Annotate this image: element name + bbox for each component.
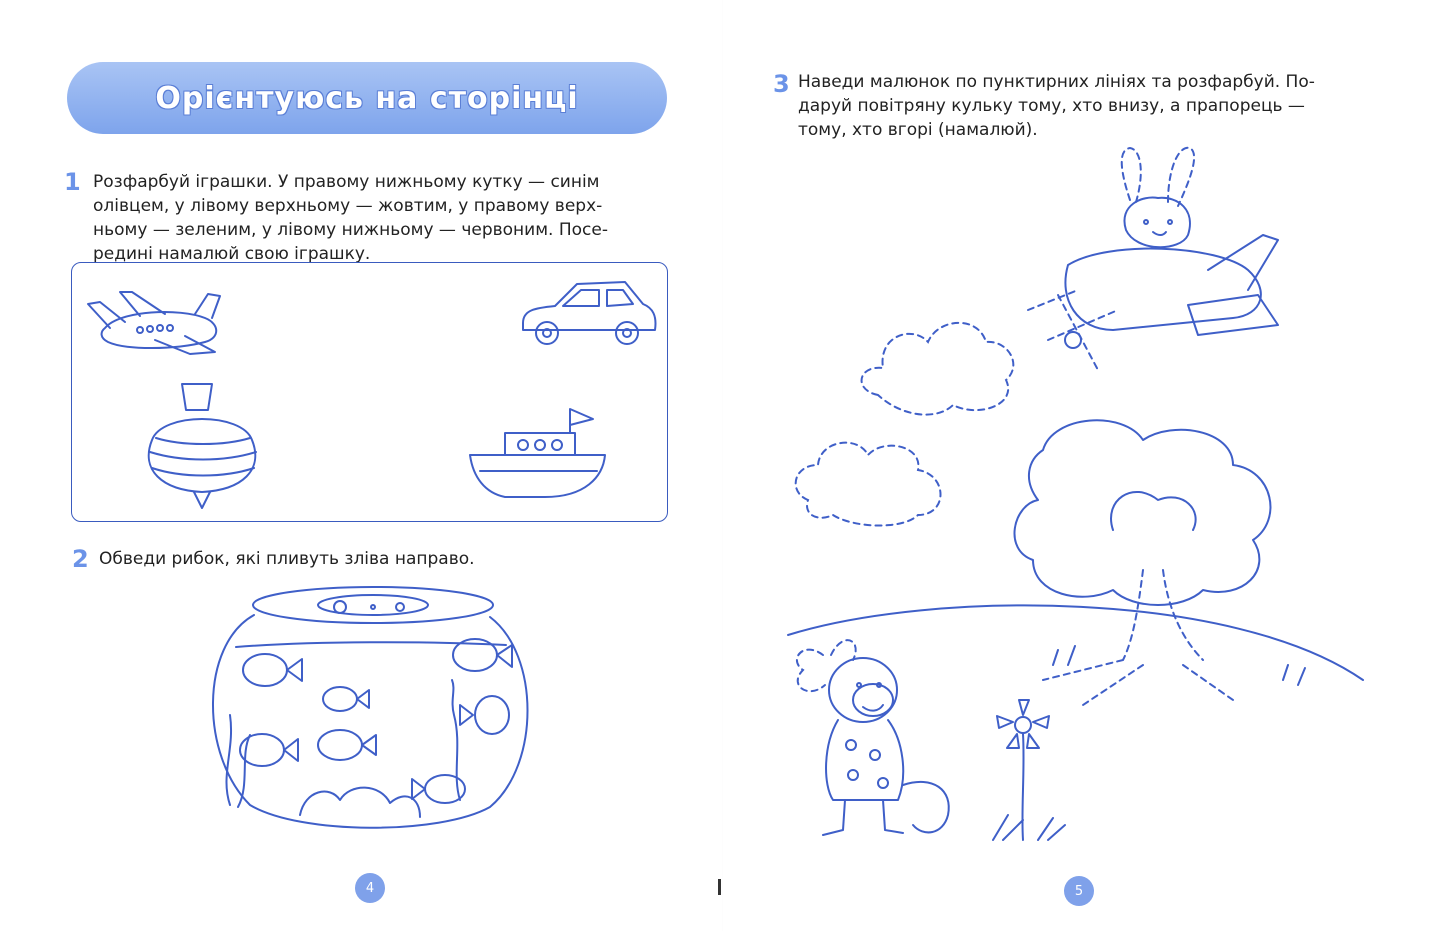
dashed-cloud-upper [858,310,1023,420]
car-toy-illustration [515,278,665,353]
task-1-line: редині намалюй свою іграшку. [93,244,371,264]
monkey-illustration [783,615,983,845]
task-3-line: Наведи малюнок по пунктирних лініях та розфарбуй. По- [798,72,1315,92]
left-page [0,0,722,931]
spinning-top-illustration [132,380,272,515]
daisy-illustration [983,700,1073,850]
task-1-text [93,170,667,266]
airplane-toy-illustration [80,280,240,360]
task-1-line: Розфарбуй іграшки. У правому нижньому кутку — синім [93,172,600,192]
boat-toy-illustration [465,405,615,505]
title-banner [67,62,667,134]
bunny-airplane-illustration [1018,140,1283,400]
aquarium-illustration [190,585,550,835]
gutter-mark [718,879,721,895]
task-3-text [798,70,1393,142]
task-3-line: даруй повітряну кульку тому, хто внизу, а прапорець — [798,96,1305,116]
task-2-text: Обведи рибок, які пливуть зліва направо. [99,549,475,569]
task-1-line: олівцем, у лівому верхньому — жовтим, у правому верх- [93,196,603,216]
page-number: 5 [1074,883,1084,899]
task-3-line: тому, хто вгорі (намалюй). [798,120,1038,140]
task-1-line: ньому — зеленим, у лівому нижньому — червоним. Посе- [93,220,608,240]
task-3-number: 3 [773,70,790,98]
task-1-number: 1 [64,168,81,196]
right-page [723,0,1445,931]
task-2-number: 2 [72,545,89,573]
page-title: Орієнтуюсь на сторінці [155,80,579,116]
page-number-badge [1064,876,1094,906]
page-number-badge [355,873,385,903]
page-number: 4 [365,880,375,896]
